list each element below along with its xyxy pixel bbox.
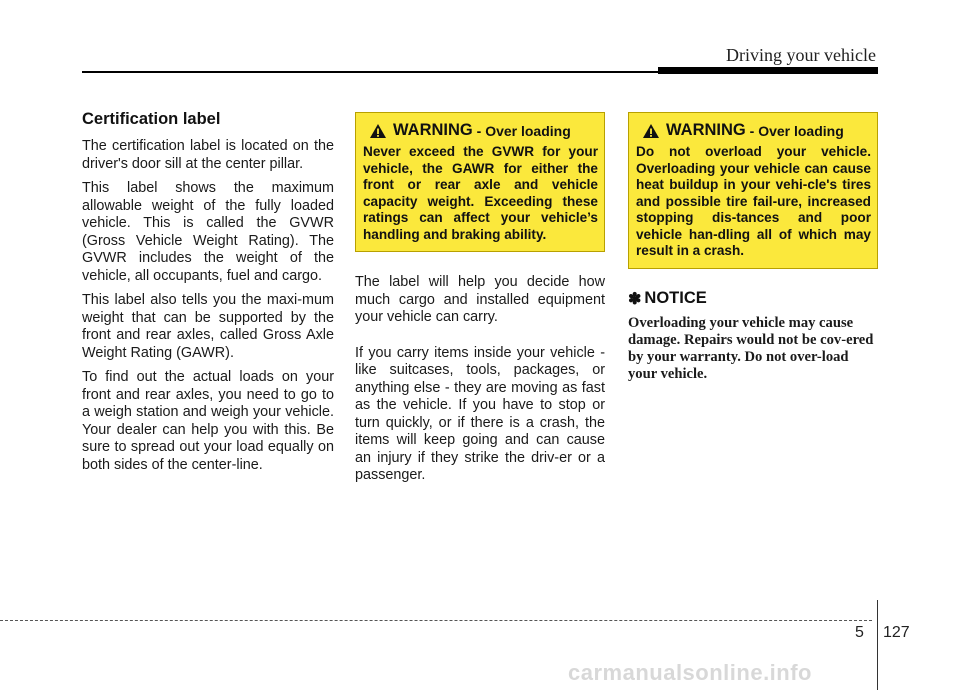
column-label-info [355,112,605,503]
paragraph: The certification label is located on the driver's door sill at the center pillar. [82,138,334,172]
warning-triangle-icon [642,123,660,139]
paragraph: If you carry items inside your vehicle - like suitcases, tools, packages, or anything else - they are moving as fast as the vehicle. If you have to stop or turn quickly, or if there is a crash, the items will keep going and can cause an injury if they strike the driv-er or a passenger. [355,344,605,483]
paragraph: This label shows the maximum allowable weight of the fully loaded vehicle. This is called the GVWR (Gross Vehicle Weight Rating). The GVWR includes the weight of the vehicle, all occupants, fuel and cargo. [82,180,334,284]
notice-title: NOTICE [644,289,707,307]
header-title: Driving your vehicle [726,45,876,65]
warning-title [369,121,598,140]
watermark: carmanualsonline.info [568,660,812,685]
notice-asterisk-icon: ✽ [628,290,642,308]
warning-title [642,121,871,140]
warning-box-overload [628,112,878,269]
warning-triangle-icon [369,123,387,139]
warning-word: WARNING [393,121,473,139]
paragraph: The label will help you decide how much cargo and installed equipment your vehicle can carry. [355,274,605,325]
header-rule-thick [658,67,878,74]
header-rule-thin [82,71,662,73]
notice-heading [628,289,878,309]
paragraph: This label also tells you the maxi-mum weight that can be supported by the front and rear axles, called Gross Axle Weight Rating (GAWR). [82,292,334,361]
warning-subtitle: - Over loading [745,122,844,139]
warning-text: Do not overload your vehicle. Overloading your vehicle can cause heat buildup in your vehi-cle's tires and possible tire fail-ure, increased stopping dis-tances and poor vehicle han-dling all of which may result in a crash. [636,144,871,258]
footer-dashed-rule [0,620,872,621]
section-heading: Certification label [82,110,221,128]
column-overload [628,112,878,384]
warning-word: WARNING [666,121,746,139]
page-number: 127 [883,624,910,641]
paragraph: To find out the actual loads on your front and rear axles, you need to go to a weigh station and weigh your vehicle. Your dealer can help you with this. Be sure to spread out your load equally on both sides of the center-line. [82,369,334,473]
footer-divider [877,600,878,690]
chapter-number: 5 [855,624,864,641]
notice-text: Overloading your vehicle may cause damage. Repairs would not be cov-ered by your warranty. Do not over-load your vehicle. [628,314,874,383]
column-certification [82,110,334,481]
warning-box-gvwr [355,112,605,252]
warning-text: Never exceed the GVWR for your vehicle, the GAWR for either the front or rear axle and vehicle capacity weight. Exceeding these ratings can affect your vehicle’s handling and braking ability. [363,144,598,242]
warning-subtitle: - Over loading [472,122,571,139]
